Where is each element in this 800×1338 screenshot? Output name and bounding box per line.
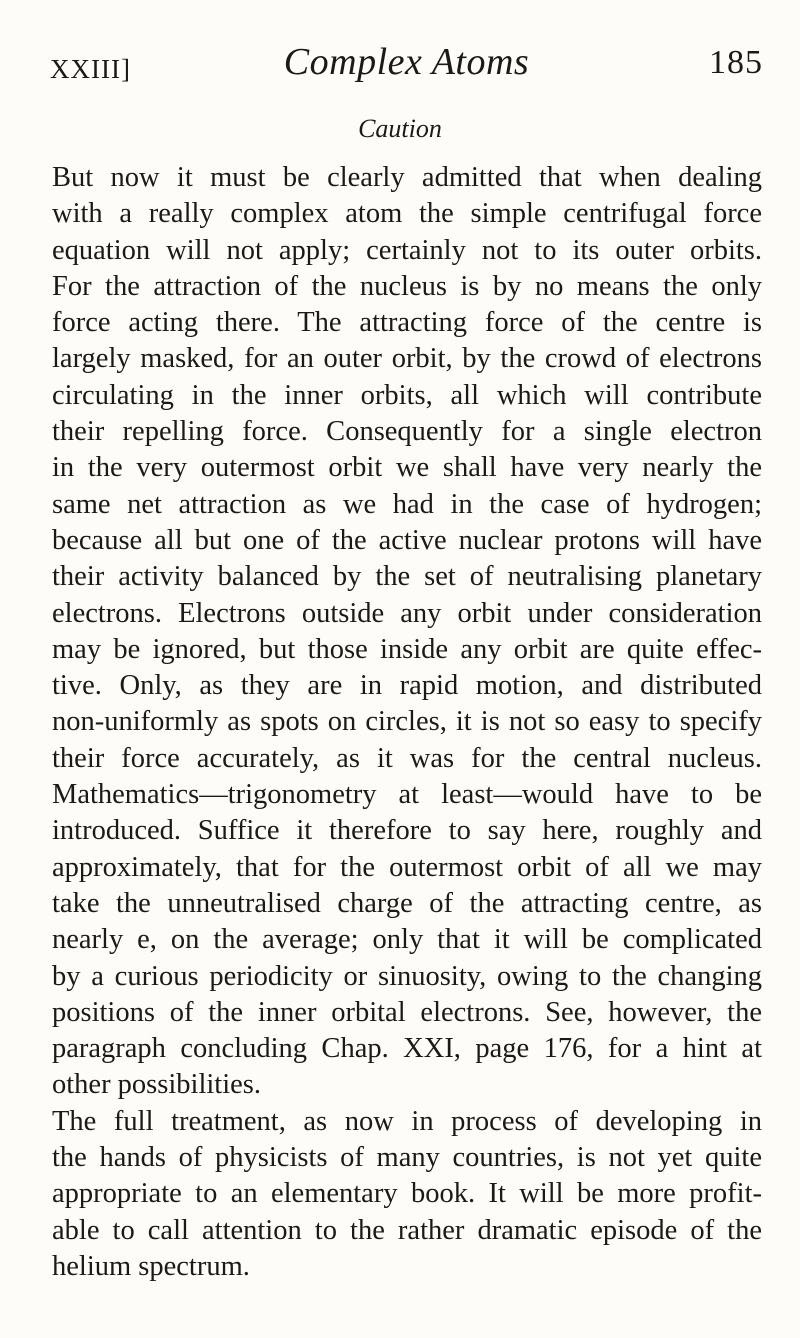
text-line: appropriate to an elementary book. It will be more profit- (52, 1178, 762, 1210)
text-line: But now it must be clearly admitted that when dealing (52, 162, 762, 193)
text-line: with a really complex atom the simple centrifugal force (52, 198, 762, 230)
text-line: largely masked, for an outer orbit, by the crowd of electrons (52, 343, 762, 375)
text-line: in the very outermost orbit we shall have very nearly the (52, 452, 762, 484)
text-line: their force accurately, as it was for the central nucleus. (52, 742, 762, 774)
text-line: force acting there. The attracting force of the centre is (52, 307, 762, 339)
text-line: their repelling force. Consequently for a single electron (52, 416, 762, 448)
text-line: the hands of physicists of many countries, is not yet quite (52, 1142, 762, 1174)
text-line: The full treatment, as now in process of developing in (52, 1105, 762, 1137)
text-line: circulating in the inner orbits, all which will contribute (52, 379, 762, 411)
chapter-marker: XXIII] (50, 54, 131, 84)
text-line: by a curious periodicity or sinuosity, owing to the changing (52, 960, 762, 992)
text-line: non-uniformly as spots on circles, it is not so easy to specify (52, 706, 762, 738)
running-head (50, 40, 763, 90)
text-line: For the attraction of the nucleus is by no means the only (52, 270, 762, 302)
text-line: take the unneutralised charge of the attracting centre, as (52, 887, 762, 919)
text-line: other possibilities. (52, 1069, 261, 1101)
text-line: positions of the inner orbital electrons. See, however, the (52, 996, 762, 1028)
page-number: 185 (709, 44, 763, 81)
text-line: same net attraction as we had in the case of hydrogen; (52, 488, 762, 520)
text-line: paragraph concluding Chap. XXI, page 176, for a hint at (52, 1033, 762, 1065)
text-line: equation will not apply; certainly not to its outer orbits. (52, 234, 762, 266)
text-line: able to call attention to the rather dramatic episode of the (52, 1214, 762, 1246)
text-line: introduced. Suffice it therefore to say here, roughly and (52, 815, 762, 847)
text-line: may be ignored, but those inside any orbit are quite effec- (52, 633, 762, 665)
text-line: Mathematics—trigonometry at least—would have to be (52, 779, 762, 811)
text-line: their activity balanced by the set of neutralising planetary (52, 561, 762, 593)
section-heading: Caution (358, 114, 442, 143)
text-line: electrons. Electrons outside any orbit under consideration (52, 597, 762, 629)
text-line: nearly e, on the average; only that it will be complicated (52, 924, 762, 956)
text-line: approximately, that for the outermost orbit of all we may (52, 851, 762, 883)
text-line: tive. Only, as they are in rapid motion, and distributed (52, 670, 762, 702)
body-text (52, 160, 762, 1285)
running-title: Complex Atoms (283, 41, 530, 83)
text-line: because all but one of the active nuclear protons will have (52, 524, 762, 556)
text-line: helium spectrum. (52, 1250, 250, 1282)
